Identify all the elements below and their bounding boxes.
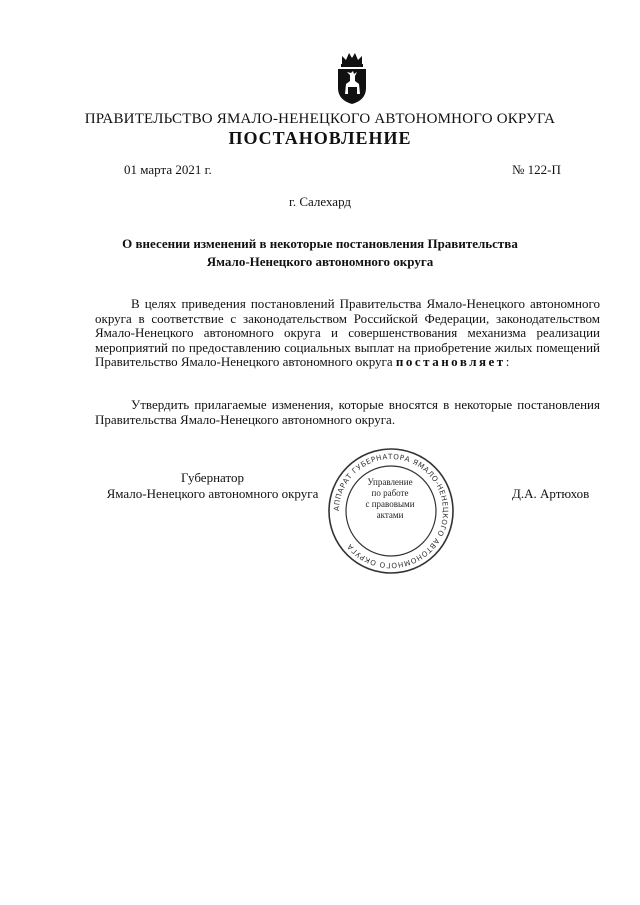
signatory-name: Д.А. Артюхов xyxy=(512,486,590,501)
position-line-1: Губернатор xyxy=(181,470,244,485)
stamp-line: по работе xyxy=(371,488,409,498)
signatory-position xyxy=(90,470,335,502)
resolution-word: постановляет xyxy=(395,354,506,369)
paragraph-1-text: В целях приведения постановлений Правительства Ямало-Ненецкого автономного округа в соответствие с законодательством Российской Федерации, законодательством Ямало-Ненецкого автономного округа и совершенствования механизма реализации мероприятий по предоставлению социальных выплат на приобретение жилых помещений Правительство Ямало-Ненецкого автономного округа xyxy=(95,296,600,369)
document-number: № 122-П xyxy=(512,162,561,177)
title-line: Ямало-Ненецкого автономного округа xyxy=(206,254,434,269)
body-paragraph-1 xyxy=(95,297,600,370)
position-line-2: Ямало-Ненецкого автономного округа xyxy=(106,486,319,501)
document-title xyxy=(100,235,540,271)
stamp-line: с правовыми xyxy=(365,499,415,509)
coat-of-arms-icon xyxy=(333,50,371,106)
paragraph-1-end: : xyxy=(505,354,510,369)
stamp-line: Управление xyxy=(367,477,413,487)
stamp-inner-text xyxy=(340,477,440,521)
document-city: г. Салехард xyxy=(288,194,352,209)
organization-name: ПРАВИТЕЛЬСТВО ЯМАЛО-НЕНЕЦКОГО АВТОНОМНОГО ОКРУГА xyxy=(84,111,556,127)
document-date: 01 марта 2021 г. xyxy=(124,162,212,177)
body-paragraph-2: Утвердить прилагаемые изменения, которые вносятся в некоторые постановления Правительства Ямало-Ненецкого автономного округа. xyxy=(95,397,600,427)
stamp-line: актами xyxy=(376,510,404,520)
stamp-ring-text: АППАРАТ ГУБЕРНАТОРА ЯМАЛО-НЕНЕЦКОГО АВТОНОМНОГО ОКРУГА xyxy=(331,451,451,571)
title-line: О внесении изменений в некоторые постановления Правительства xyxy=(122,236,518,251)
document-type: ПОСТАНОВЛЕНИЕ xyxy=(228,128,412,148)
